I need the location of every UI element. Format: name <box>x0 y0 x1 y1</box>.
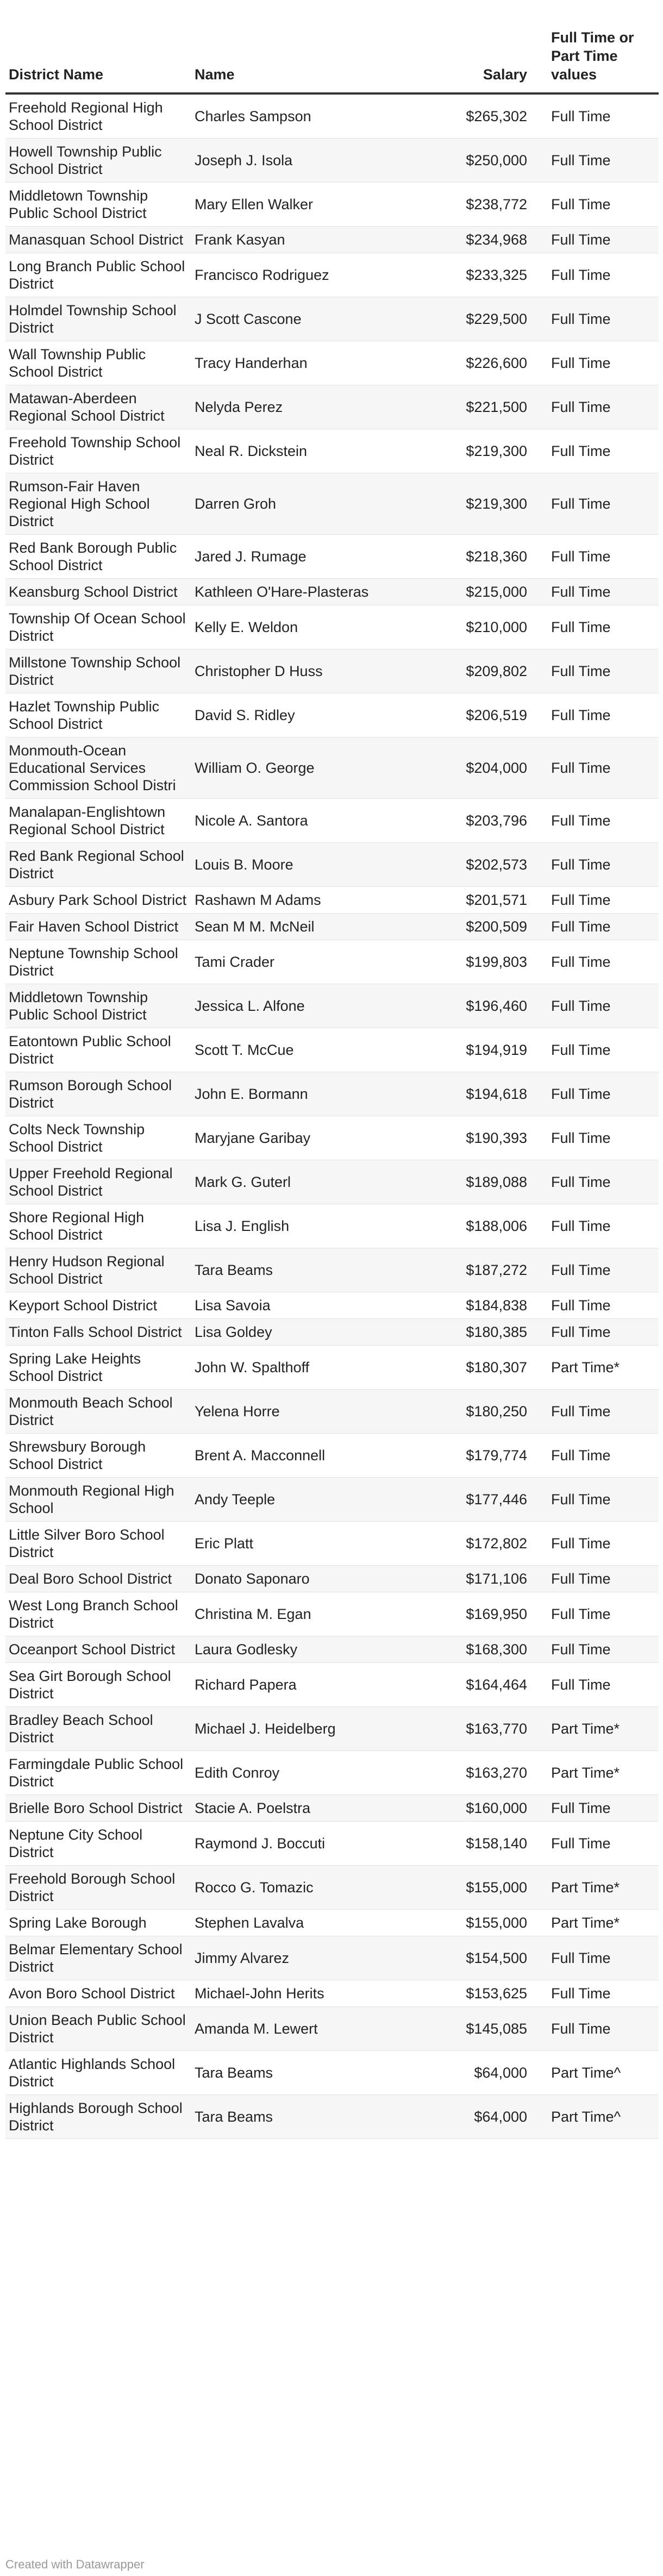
table-row <box>5 1866 659 1910</box>
cell-name: Edith Conroy <box>191 1751 441 1795</box>
cell-salary: $64,000 <box>441 2095 535 2139</box>
cell-time-status: Full Time <box>535 385 659 429</box>
cell-name: Michael-John Herits <box>191 1980 441 2007</box>
cell-time-status: Full Time <box>535 579 659 605</box>
cell-name: Mary Ellen Walker <box>191 183 441 227</box>
cell-time-status: Full Time <box>535 843 659 887</box>
table-row <box>5 914 659 940</box>
cell-salary: $172,802 <box>441 1522 535 1566</box>
cell-district-name: Freehold Township School District <box>5 429 191 473</box>
table-row <box>5 1319 659 1346</box>
table-body <box>5 93 659 2139</box>
cell-salary: $155,000 <box>441 1866 535 1910</box>
cell-name: John E. Bormann <box>191 1072 441 1116</box>
cell-district-name: Belmar Elementary School District <box>5 1936 191 1980</box>
cell-district-name: Atlantic Highlands School District <box>5 2051 191 2095</box>
cell-time-status: Full Time <box>535 2007 659 2051</box>
cell-district-name: Keyport School District <box>5 1292 191 1319</box>
cell-time-status: Full Time <box>535 1566 659 1592</box>
cell-time-status: Full Time <box>535 93 659 139</box>
cell-district-name: Fair Haven School District <box>5 914 191 940</box>
cell-name: Brent A. Macconnell <box>191 1434 441 1478</box>
table-row <box>5 253 659 297</box>
table-header-row <box>5 20 659 93</box>
cell-time-status: Full Time <box>535 535 659 579</box>
cell-district-name: Highlands Borough School District <box>5 2095 191 2139</box>
cell-salary: $219,300 <box>441 473 535 535</box>
cell-district-name: West Long Branch School District <box>5 1592 191 1636</box>
table-row <box>5 1072 659 1116</box>
cell-time-status: Full Time <box>535 297 659 341</box>
table-row <box>5 1751 659 1795</box>
cell-time-status: Full Time <box>535 914 659 940</box>
cell-salary: $238,772 <box>441 183 535 227</box>
cell-name: Raymond J. Boccuti <box>191 1822 441 1866</box>
cell-salary: $265,302 <box>441 93 535 139</box>
table-row <box>5 737 659 799</box>
cell-name: Kelly E. Weldon <box>191 605 441 649</box>
cell-time-status: Full Time <box>535 1248 659 1292</box>
table-row <box>5 1566 659 1592</box>
table-row <box>5 1980 659 2007</box>
column-header-salary[interactable]: Salary <box>441 20 535 93</box>
table-row <box>5 1522 659 1566</box>
cell-district-name: Colts Neck Township School District <box>5 1116 191 1160</box>
cell-district-name: Tinton Falls School District <box>5 1319 191 1346</box>
cell-name: Stacie A. Poelstra <box>191 1795 441 1822</box>
cell-district-name: Red Bank Borough Public School District <box>5 535 191 579</box>
cell-name: J Scott Cascone <box>191 297 441 341</box>
cell-name: Lisa Goldey <box>191 1319 441 1346</box>
cell-time-status: Full Time <box>535 1434 659 1478</box>
cell-district-name: Monmouth Regional High School <box>5 1478 191 1522</box>
datawrapper-credit: Created with Datawrapper <box>5 2558 145 2571</box>
cell-name: Laura Godlesky <box>191 1636 441 1663</box>
cell-name: Andy Teeple <box>191 1478 441 1522</box>
table-row <box>5 341 659 385</box>
cell-salary: $158,140 <box>441 1822 535 1866</box>
cell-district-name: Eatontown Public School District <box>5 1028 191 1072</box>
cell-name: Jimmy Alvarez <box>191 1936 441 1980</box>
table-row <box>5 1346 659 1390</box>
table-row <box>5 940 659 984</box>
table-row <box>5 297 659 341</box>
cell-name: Mark G. Guterl <box>191 1160 441 1204</box>
cell-salary: $209,802 <box>441 649 535 693</box>
cell-name: Michael J. Heidelberg <box>191 1707 441 1751</box>
table-row <box>5 843 659 887</box>
cell-time-status: Part Time* <box>535 1751 659 1795</box>
cell-salary: $229,500 <box>441 297 535 341</box>
cell-salary: $206,519 <box>441 693 535 737</box>
cell-time-status: Full Time <box>535 799 659 843</box>
cell-salary: $168,300 <box>441 1636 535 1663</box>
cell-salary: $200,509 <box>441 914 535 940</box>
cell-time-status: Full Time <box>535 429 659 473</box>
cell-name: Charles Sampson <box>191 93 441 139</box>
cell-name: Tami Crader <box>191 940 441 984</box>
cell-name: Jessica L. Alfone <box>191 984 441 1028</box>
table-row <box>5 1910 659 1936</box>
table-row <box>5 1390 659 1434</box>
cell-salary: $154,500 <box>441 1936 535 1980</box>
cell-name: Tara Beams <box>191 2051 441 2095</box>
cell-district-name: Hazlet Township Public School District <box>5 693 191 737</box>
cell-name: Jared J. Rumage <box>191 535 441 579</box>
cell-salary: $180,385 <box>441 1319 535 1346</box>
cell-district-name: Upper Freehold Regional School District <box>5 1160 191 1204</box>
cell-time-status: Full Time <box>535 1663 659 1707</box>
cell-district-name: Henry Hudson Regional School District <box>5 1248 191 1292</box>
table-row <box>5 139 659 183</box>
table-row <box>5 1028 659 1072</box>
cell-salary: $163,270 <box>441 1751 535 1795</box>
cell-time-status: Full Time <box>535 1980 659 2007</box>
cell-salary: $226,600 <box>441 341 535 385</box>
cell-time-status: Full Time <box>535 1390 659 1434</box>
cell-salary: $194,618 <box>441 1072 535 1116</box>
cell-name: Rashawn M Adams <box>191 887 441 914</box>
table-row <box>5 2095 659 2139</box>
cell-time-status: Full Time <box>535 940 659 984</box>
cell-salary: $190,393 <box>441 1116 535 1160</box>
cell-district-name: Red Bank Regional School District <box>5 843 191 887</box>
cell-salary: $169,950 <box>441 1592 535 1636</box>
cell-salary: $218,360 <box>441 535 535 579</box>
cell-time-status: Full Time <box>535 649 659 693</box>
table-row <box>5 1248 659 1292</box>
cell-time-status: Full Time <box>535 887 659 914</box>
cell-district-name: Holmdel Township School District <box>5 297 191 341</box>
cell-name: Eric Platt <box>191 1522 441 1566</box>
cell-district-name: Deal Boro School District <box>5 1566 191 1592</box>
table-row <box>5 984 659 1028</box>
cell-time-status: Full Time <box>535 139 659 183</box>
cell-salary: $164,464 <box>441 1663 535 1707</box>
cell-name: Tara Beams <box>191 1248 441 1292</box>
cell-name: Donato Saponaro <box>191 1566 441 1592</box>
cell-district-name: Shore Regional High School District <box>5 1204 191 1248</box>
cell-name: Louis B. Moore <box>191 843 441 887</box>
table-row <box>5 473 659 535</box>
cell-district-name: Asbury Park School District <box>5 887 191 914</box>
cell-name: Tracy Handerhan <box>191 341 441 385</box>
cell-district-name: Matawan-Aberdeen Regional School District <box>5 385 191 429</box>
cell-name: Sean M M. McNeil <box>191 914 441 940</box>
cell-time-status: Part Time^ <box>535 2095 659 2139</box>
cell-time-status: Full Time <box>535 1319 659 1346</box>
table-row <box>5 429 659 473</box>
column-header-name[interactable]: Name <box>191 20 441 93</box>
cell-time-status: Full Time <box>535 737 659 799</box>
cell-time-status: Full Time <box>535 227 659 253</box>
cell-name: Christopher D Huss <box>191 649 441 693</box>
cell-district-name: Millstone Township School District <box>5 649 191 693</box>
cell-time-status: Full Time <box>535 473 659 535</box>
cell-salary: $187,272 <box>441 1248 535 1292</box>
cell-district-name: Rumson Borough School District <box>5 1072 191 1116</box>
table-row <box>5 1822 659 1866</box>
table-row <box>5 2051 659 2095</box>
table-row <box>5 1116 659 1160</box>
cell-salary: $179,774 <box>441 1434 535 1478</box>
cell-district-name: Wall Township Public School District <box>5 341 191 385</box>
cell-time-status: Full Time <box>535 1795 659 1822</box>
cell-time-status: Full Time <box>535 1592 659 1636</box>
cell-name: Richard Papera <box>191 1663 441 1707</box>
cell-name: Nelyda Perez <box>191 385 441 429</box>
cell-district-name: Middletown Township Public School District <box>5 984 191 1028</box>
cell-district-name: Long Branch Public School District <box>5 253 191 297</box>
table-row <box>5 1936 659 1980</box>
cell-time-status: Full Time <box>535 1822 659 1866</box>
cell-district-name: Neptune Township School District <box>5 940 191 984</box>
cell-time-status: Full Time <box>535 1522 659 1566</box>
cell-name: Maryjane Garibay <box>191 1116 441 1160</box>
table-row <box>5 1478 659 1522</box>
table-row <box>5 1663 659 1707</box>
cell-salary: $201,571 <box>441 887 535 914</box>
cell-time-status: Full Time <box>535 1116 659 1160</box>
table-row <box>5 579 659 605</box>
cell-name: Christina M. Egan <box>191 1592 441 1636</box>
table-row <box>5 1707 659 1751</box>
cell-time-status: Full Time <box>535 1636 659 1663</box>
cell-salary: $203,796 <box>441 799 535 843</box>
table-row <box>5 799 659 843</box>
cell-time-status: Full Time <box>535 1478 659 1522</box>
cell-district-name: Spring Lake Borough <box>5 1910 191 1936</box>
column-header-district-name[interactable]: District Name <box>5 20 191 93</box>
cell-time-status: Full Time <box>535 1028 659 1072</box>
cell-name: Darren Groh <box>191 473 441 535</box>
cell-district-name: Avon Boro School District <box>5 1980 191 2007</box>
cell-salary: $215,000 <box>441 579 535 605</box>
cell-name: Scott T. McCue <box>191 1028 441 1072</box>
table-row <box>5 1292 659 1319</box>
cell-time-status: Part Time^ <box>535 2051 659 2095</box>
cell-time-status: Part Time* <box>535 1866 659 1910</box>
cell-name: Stephen Lavalva <box>191 1910 441 1936</box>
cell-district-name: Bradley Beach School District <box>5 1707 191 1751</box>
cell-salary: $177,446 <box>441 1478 535 1522</box>
cell-district-name: Township Of Ocean School District <box>5 605 191 649</box>
cell-district-name: Neptune City School District <box>5 1822 191 1866</box>
cell-district-name: Monmouth Beach School District <box>5 1390 191 1434</box>
cell-time-status: Full Time <box>535 605 659 649</box>
cell-district-name: Rumson-Fair Haven Regional High School District <box>5 473 191 535</box>
cell-name: Yelena Horre <box>191 1390 441 1434</box>
cell-salary: $160,000 <box>441 1795 535 1822</box>
table-row <box>5 535 659 579</box>
cell-salary: $184,838 <box>441 1292 535 1319</box>
table-row <box>5 605 659 649</box>
cell-district-name: Spring Lake Heights School District <box>5 1346 191 1390</box>
table-row <box>5 2007 659 2051</box>
cell-district-name: Little Silver Boro School District <box>5 1522 191 1566</box>
cell-name: Frank Kasyan <box>191 227 441 253</box>
cell-salary: $180,250 <box>441 1390 535 1434</box>
cell-time-status: Full Time <box>535 984 659 1028</box>
cell-salary: $202,573 <box>441 843 535 887</box>
cell-district-name: Manalapan-Englishtown Regional School District <box>5 799 191 843</box>
cell-district-name: Oceanport School District <box>5 1636 191 1663</box>
cell-name: Nicole A. Santora <box>191 799 441 843</box>
cell-district-name: Shrewsbury Borough School District <box>5 1434 191 1478</box>
cell-time-status: Part Time* <box>535 1346 659 1390</box>
cell-salary: $204,000 <box>441 737 535 799</box>
cell-time-status: Full Time <box>535 183 659 227</box>
cell-salary: $233,325 <box>441 253 535 297</box>
cell-time-status: Full Time <box>535 1936 659 1980</box>
table-row <box>5 385 659 429</box>
cell-salary: $219,300 <box>441 429 535 473</box>
table-row <box>5 1592 659 1636</box>
cell-district-name: Middletown Township Public School District <box>5 183 191 227</box>
cell-salary: $189,088 <box>441 1160 535 1204</box>
cell-name: Amanda M. Lewert <box>191 2007 441 2051</box>
cell-salary: $188,006 <box>441 1204 535 1248</box>
cell-salary: $250,000 <box>441 139 535 183</box>
cell-name: Neal R. Dickstein <box>191 429 441 473</box>
cell-name: William O. George <box>191 737 441 799</box>
cell-name: Lisa Savoia <box>191 1292 441 1319</box>
cell-salary: $194,919 <box>441 1028 535 1072</box>
cell-district-name: Union Beach Public School District <box>5 2007 191 2051</box>
cell-district-name: Freehold Borough School District <box>5 1866 191 1910</box>
cell-salary: $196,460 <box>441 984 535 1028</box>
cell-salary: $163,770 <box>441 1707 535 1751</box>
table-row <box>5 1160 659 1204</box>
cell-name: Rocco G. Tomazic <box>191 1866 441 1910</box>
cell-name: Kathleen O'Hare-Plasteras <box>191 579 441 605</box>
cell-district-name: Sea Girt Borough School District <box>5 1663 191 1707</box>
cell-time-status: Full Time <box>535 341 659 385</box>
cell-time-status: Full Time <box>535 253 659 297</box>
cell-name: John W. Spalthoff <box>191 1346 441 1390</box>
table-row <box>5 1204 659 1248</box>
cell-salary: $210,000 <box>441 605 535 649</box>
salary-table <box>5 20 659 2139</box>
table-row <box>5 649 659 693</box>
cell-salary: $171,106 <box>441 1566 535 1592</box>
cell-salary: $64,000 <box>441 2051 535 2095</box>
cell-district-name: Freehold Regional High School District <box>5 93 191 139</box>
table-row <box>5 183 659 227</box>
table-row <box>5 93 659 139</box>
cell-time-status: Full Time <box>535 693 659 737</box>
cell-salary: $145,085 <box>441 2007 535 2051</box>
table-row <box>5 1434 659 1478</box>
table-row <box>5 227 659 253</box>
cell-salary: $180,307 <box>441 1346 535 1390</box>
cell-name: Francisco Rodriguez <box>191 253 441 297</box>
cell-time-status: Full Time <box>535 1072 659 1116</box>
table-row <box>5 1795 659 1822</box>
cell-name: David S. Ridley <box>191 693 441 737</box>
table-row <box>5 1636 659 1663</box>
cell-salary: $234,968 <box>441 227 535 253</box>
cell-name: Joseph J. Isola <box>191 139 441 183</box>
cell-time-status: Part Time* <box>535 1910 659 1936</box>
cell-time-status: Full Time <box>535 1292 659 1319</box>
cell-salary: $155,000 <box>441 1910 535 1936</box>
cell-name: Tara Beams <box>191 2095 441 2139</box>
cell-district-name: Farmingdale Public School District <box>5 1751 191 1795</box>
cell-district-name: Keansburg School District <box>5 579 191 605</box>
cell-salary: $221,500 <box>441 385 535 429</box>
cell-district-name: Brielle Boro School District <box>5 1795 191 1822</box>
table-row <box>5 887 659 914</box>
cell-district-name: Monmouth-Ocean Educational Services Commission School Distri <box>5 737 191 799</box>
cell-salary: $153,625 <box>441 1980 535 2007</box>
cell-salary: $199,803 <box>441 940 535 984</box>
cell-district-name: Howell Township Public School District <box>5 139 191 183</box>
cell-district-name: Manasquan School District <box>5 227 191 253</box>
cell-time-status: Full Time <box>535 1204 659 1248</box>
column-header-full-or-part-time[interactable]: Full Time or Part Time values <box>535 20 659 93</box>
cell-time-status: Part Time* <box>535 1707 659 1751</box>
cell-name: Lisa J. English <box>191 1204 441 1248</box>
cell-time-status: Full Time <box>535 1160 659 1204</box>
table-row <box>5 693 659 737</box>
